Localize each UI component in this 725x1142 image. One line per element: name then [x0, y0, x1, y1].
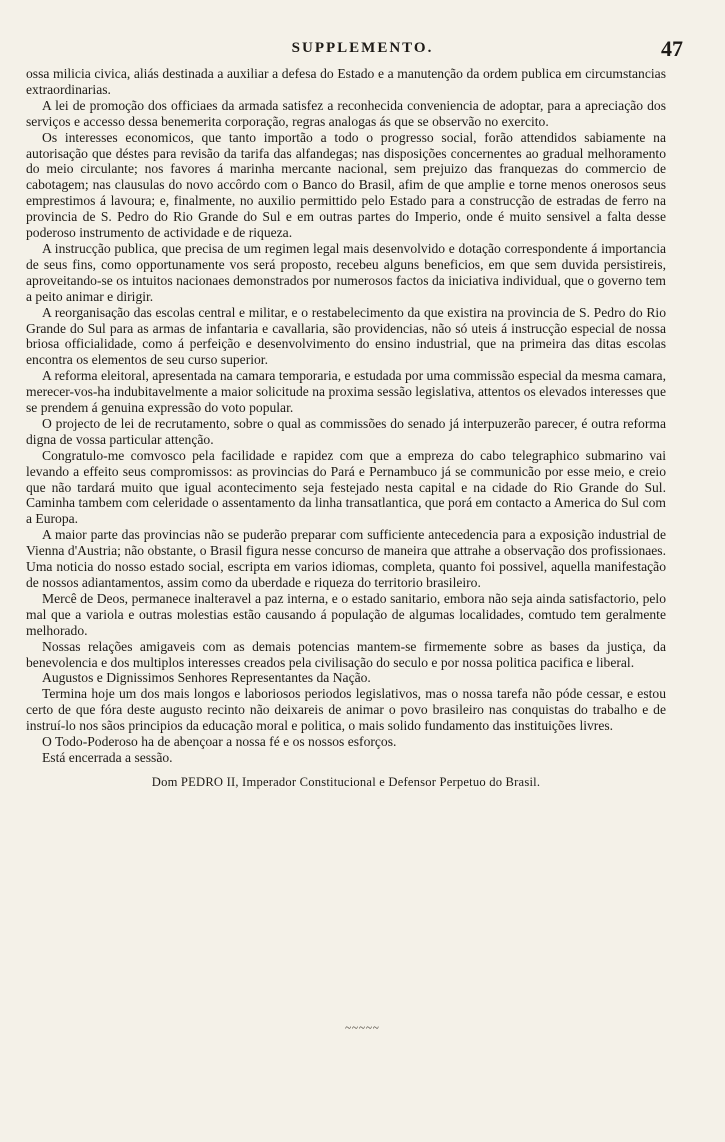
paragraph-civic-militia: ossa milicia civica, aliás destinada a auxiliar a defesa do Estado e a manutenção da ordem publica em circumstancias extraordinarias.	[26, 66, 666, 97]
running-head: SUPPLEMENTO.	[291, 40, 434, 56]
paragraph-navy-promotion: A lei de promoção dos officiaes da armada satisfez a reconhecida conveniencia de adoptar, para a apreciação dos serviços e accesso dessa benemerita corporação, regras analogas ás que se observão no exercito.	[26, 97, 666, 129]
paragraph-military-schools: A reorganisação das escolas central e militar, e o restabelecimento da que existira na provincia de S. Pedro do Rio Grande do Sul para as armas de infantaria e cavallaria, são providencias, não só uteis á instrucção especial de nossa briosa officialidade, como á perfeição e desenvolvimento do ensino industrial, que na primeira das ditas escolas encontra os elementos de seu curso superior.	[26, 304, 666, 368]
paragraph-economic-interests: Os interesses economicos, que tanto importão a todo o progresso social, forão attendidos sabiamente na autorisação que déstes para revisão da tarifa das alfandegas; nas disposições concernentes ao gradual melhoramento do meio circulante; nos favores á marinha mercante nacional, sem prejuizo das franquezas do commercio de cabotagem; nas clausulas do novo accôrdo com o Banco do Brasil, afim de que amplie e torne menos onerosos seus emprestimos á lavoura; e, finalmente, no auxilio permittido pelo Estado para a construcção de estradas de ferro na provincia de S. Pedro do Rio Grande do Sul e em outras partes do Imperio, onde é muito sensivel a falta desse poderoso instrumento de actividade e de riqueza.	[26, 129, 666, 241]
paragraph-closing-term: Termina hoje um dos mais longos e laboriosos periodos legislativos, mas o nossa tarefa não póde cessar, e estou certo de que fóra deste augusto recinto não deixareis de animar o povo brasileiro nas conquistas do trabalho e de instruí-lo nos sãos principios da educação moral e politica, o mais solido fundamento das instituições livres.	[26, 686, 666, 734]
signature-line: Dom PEDRO II, Imperador Constitucional e Defensor Perpetuo do Brasil.	[151, 774, 541, 789]
paragraph-telegraph-cable: Congratulo-me comvosco pela facilidade e rapidez com que a empreza do cabo telegraphico submarino vai levando a effeito seus compromissos: as provincias do Pará e Pernambuco já se communicão por esse meio, e creio que não tardará muito que igual acontecimento seja festejado nesta capital e na cidade do Rio Grande do Sul. Caminha tambem com celeridade o assentamento da linha transatlantica, que porá em contacto a America do Sul com a Europa.	[26, 447, 666, 527]
page-number: 47	[661, 36, 683, 61]
paragraph-vienna-exhibition: A maior parte das provincias não se puderão preparar com sufficiente antecedencia para a exposição industrial de Vienna d'Austria; não obstante, o Brasil figura nesse concurso de maneira que attrahe a observação dos profissionaes. Uma noticia do nosso estado social, escripta em varios idiomas, completa, quanto foi possivel, aquella manifestação de nossos adiantamentos, assim como da uberdade e riqueza do territorio brasileiro.	[26, 527, 666, 590]
page-header	[0, 36, 725, 68]
paragraph-recruitment-law: O projecto de lei de recrutamento, sobre o qual as commissões do senado já interpuzerão parecer, é outra reforma digna de vossa particular attenção.	[26, 415, 666, 447]
paragraph-electoral-reform: A reforma eleitoral, apresentada na camara temporaria, e estudada por uma commissão especial da mesma camara, merecer-vos-ha indubitavelmente a maior solicitude na proxima sessão legislativa, attentos os elevados interesses que se prendem á genuina expressão do voto popular.	[26, 368, 666, 416]
end-ornament: ~~~~~	[345, 1022, 380, 1034]
paragraph-address: Augustos e Dignissimos Senhores Representantes da Nação.	[42, 670, 371, 686]
paragraph-blessing: O Todo-Poderoso ha de abençoar a nossa fé e os nossos esforços.	[42, 734, 397, 750]
body-text	[26, 66, 666, 791]
paragraph-public-instruction: A instrucção publica, que precisa de um regimen legal mais desenvolvido e dotação correspondente á importancia de seus fins, como opportunamente vos será proposto, recebeu alguns beneficios, em que sem duvida persistireis, aproveitando-se os intuitos nacionaes demonstrados por numerosos factos da iniciativa individual, que o governo tem a peito animar e dirigir.	[26, 240, 666, 304]
paragraph-internal-peace: Mercê de Deos, permanece inalteravel a paz interna, e o estado sanitario, embora não seja ainda satisfactorio, pelo mal que a variola e outras molestias estão causando á população de algumas localidades, comtudo tem geralmente melhorado.	[26, 590, 666, 638]
paragraph-foreign-relations: Nossas relações amigaveis com as demais potencias mantem-se firmemente sobre as bases da justiça, da benevolencia e dos multiplos interesses creados pela civilisação do seculo e por nossa politica pacifica e liberal.	[26, 638, 666, 670]
paragraph-session-closed: Está encerrada a sessão.	[42, 749, 173, 765]
